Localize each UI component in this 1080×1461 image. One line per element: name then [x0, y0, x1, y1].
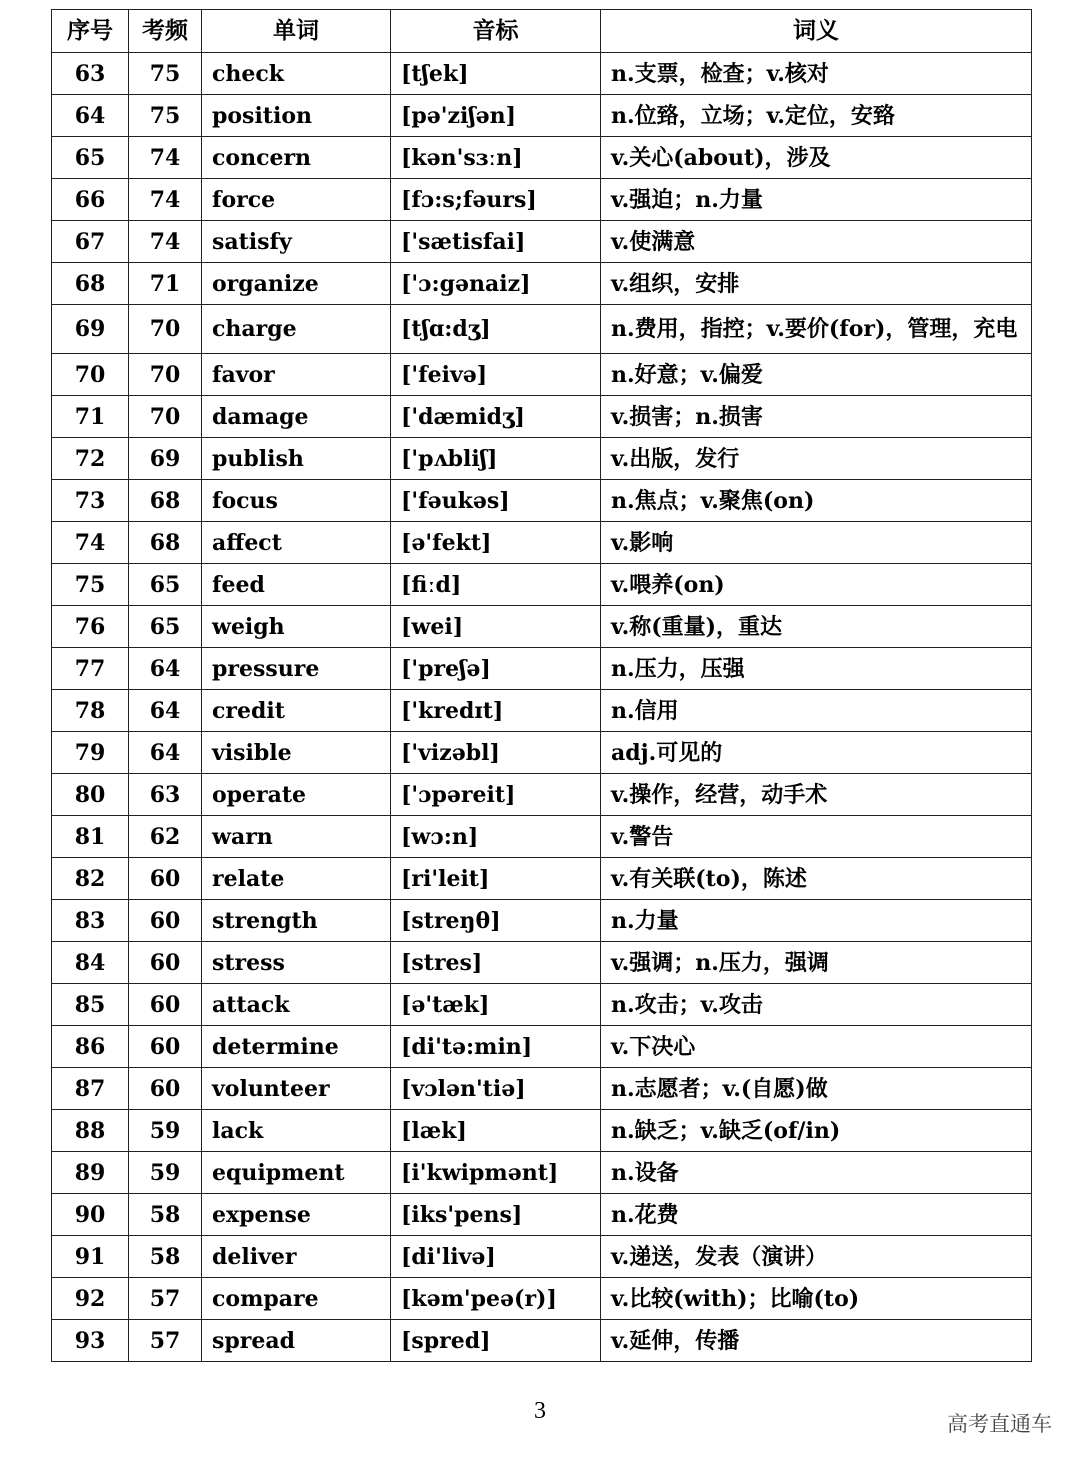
row-frequency: 75 [129, 53, 202, 95]
row-phonetic: [ə'fekt] [391, 522, 601, 564]
row-frequency: 64 [129, 648, 202, 690]
row-meaning: v.组织，安排 [601, 263, 1032, 305]
table-row [52, 648, 1032, 690]
row-phonetic: [fɔ:s;fəurs] [391, 179, 601, 221]
row-frequency: 74 [129, 137, 202, 179]
row-meaning: v.强迫；n.力量 [601, 179, 1032, 221]
row-index: 71 [52, 396, 129, 438]
row-meaning: v.操作，经营，动手术 [601, 774, 1032, 816]
row-meaning: v.出版，发行 [601, 438, 1032, 480]
row-index: 84 [52, 942, 129, 984]
table-row [52, 984, 1032, 1026]
row-phonetic: [di'livə] [391, 1236, 601, 1278]
row-meaning: v.强调；n.压力，强调 [601, 942, 1032, 984]
row-meaning: v.关心(about)，涉及 [601, 137, 1032, 179]
row-frequency: 65 [129, 564, 202, 606]
row-frequency: 58 [129, 1194, 202, 1236]
row-word: damage [202, 396, 391, 438]
row-phonetic: [wɔ:n] [391, 816, 601, 858]
row-frequency: 64 [129, 732, 202, 774]
row-word: expense [202, 1194, 391, 1236]
header-index: 序号 [52, 10, 129, 53]
row-index: 83 [52, 900, 129, 942]
row-frequency: 64 [129, 690, 202, 732]
row-word: spread [202, 1320, 391, 1362]
row-meaning: n.信用 [601, 690, 1032, 732]
row-index: 78 [52, 690, 129, 732]
row-word: feed [202, 564, 391, 606]
row-index: 76 [52, 606, 129, 648]
row-frequency: 74 [129, 179, 202, 221]
row-meaning: adj.可见的 [601, 732, 1032, 774]
table-row [52, 1278, 1032, 1320]
row-frequency: 59 [129, 1152, 202, 1194]
row-phonetic: ['fəukəs] [391, 480, 601, 522]
row-word: check [202, 53, 391, 95]
row-word: affect [202, 522, 391, 564]
row-meaning: n.缺乏；v.缺乏(of/in) [601, 1110, 1032, 1152]
row-word: charge [202, 305, 391, 354]
row-index: 65 [52, 137, 129, 179]
table-row [52, 1236, 1032, 1278]
row-frequency: 75 [129, 95, 202, 137]
header-word: 单词 [202, 10, 391, 53]
row-word: warn [202, 816, 391, 858]
row-frequency: 69 [129, 438, 202, 480]
header-phonetic: 音标 [391, 10, 601, 53]
row-phonetic: ['feivə] [391, 354, 601, 396]
row-word: concern [202, 137, 391, 179]
row-phonetic: [pə'ziʃən] [391, 95, 601, 137]
row-frequency: 59 [129, 1110, 202, 1152]
row-index: 69 [52, 305, 129, 354]
row-word: operate [202, 774, 391, 816]
table-row [52, 305, 1032, 354]
row-word: publish [202, 438, 391, 480]
row-meaning: v.影响 [601, 522, 1032, 564]
header-frequency: 考频 [129, 10, 202, 53]
row-meaning: v.递送，发表（演讲） [601, 1236, 1032, 1278]
row-meaning: v.延伸，传播 [601, 1320, 1032, 1362]
table-row [52, 95, 1032, 137]
row-meaning: v.比较(with)；比喻(to) [601, 1278, 1032, 1320]
row-index: 89 [52, 1152, 129, 1194]
row-index: 77 [52, 648, 129, 690]
row-word: determine [202, 1026, 391, 1068]
row-index: 82 [52, 858, 129, 900]
table-row [52, 137, 1032, 179]
row-frequency: 60 [129, 858, 202, 900]
row-meaning: v.喂养(on) [601, 564, 1032, 606]
table-row [52, 263, 1032, 305]
table-row [52, 1194, 1032, 1236]
row-phonetic: [fiːd] [391, 564, 601, 606]
row-index: 90 [52, 1194, 129, 1236]
row-frequency: 70 [129, 354, 202, 396]
row-phonetic: [vɔlən'tiə] [391, 1068, 601, 1110]
row-frequency: 60 [129, 1026, 202, 1068]
row-word: organize [202, 263, 391, 305]
table-row [52, 774, 1032, 816]
row-index: 64 [52, 95, 129, 137]
table-row [52, 438, 1032, 480]
row-phonetic: ['vizəbl] [391, 732, 601, 774]
row-word: attack [202, 984, 391, 1026]
row-index: 86 [52, 1026, 129, 1068]
row-index: 68 [52, 263, 129, 305]
row-frequency: 70 [129, 396, 202, 438]
row-index: 79 [52, 732, 129, 774]
row-phonetic: [wei] [391, 606, 601, 648]
row-word: strength [202, 900, 391, 942]
row-frequency: 68 [129, 480, 202, 522]
row-word: volunteer [202, 1068, 391, 1110]
row-meaning: v.损害；n.损害 [601, 396, 1032, 438]
table-row [52, 690, 1032, 732]
row-frequency: 60 [129, 1068, 202, 1110]
row-meaning: n.花费 [601, 1194, 1032, 1236]
row-meaning: n.攻击；v.攻击 [601, 984, 1032, 1026]
row-word: visible [202, 732, 391, 774]
row-word: force [202, 179, 391, 221]
row-frequency: 60 [129, 984, 202, 1026]
row-meaning: v.下决心 [601, 1026, 1032, 1068]
row-phonetic: ['kredɪt] [391, 690, 601, 732]
table-row [52, 900, 1032, 942]
row-phonetic: [kən'sɜːn] [391, 137, 601, 179]
row-meaning: v.使满意 [601, 221, 1032, 263]
row-phonetic: [di'tə:min] [391, 1026, 601, 1068]
row-meaning: v.称(重量)，重达 [601, 606, 1032, 648]
row-meaning: n.设备 [601, 1152, 1032, 1194]
row-frequency: 70 [129, 305, 202, 354]
row-index: 72 [52, 438, 129, 480]
row-index: 74 [52, 522, 129, 564]
table-row [52, 53, 1032, 95]
row-phonetic: [ri'leit] [391, 858, 601, 900]
row-phonetic: [i'kwipmənt] [391, 1152, 601, 1194]
row-word: position [202, 95, 391, 137]
row-phonetic: ['pʌbliʃ] [391, 438, 601, 480]
row-word: stress [202, 942, 391, 984]
row-meaning: n.费用，指控；v.要价(for)，管理，充电 [601, 305, 1032, 354]
row-index: 73 [52, 480, 129, 522]
row-word: favor [202, 354, 391, 396]
row-frequency: 68 [129, 522, 202, 564]
row-index: 91 [52, 1236, 129, 1278]
row-frequency: 57 [129, 1278, 202, 1320]
header-meaning: 词义 [601, 10, 1032, 53]
table-row [52, 480, 1032, 522]
row-frequency: 71 [129, 263, 202, 305]
row-phonetic: [stres] [391, 942, 601, 984]
table-row [52, 354, 1032, 396]
page-number: 3 [534, 1398, 546, 1424]
row-frequency: 63 [129, 774, 202, 816]
row-frequency: 62 [129, 816, 202, 858]
table-row [52, 1320, 1032, 1362]
row-index: 92 [52, 1278, 129, 1320]
table-row [52, 522, 1032, 564]
row-frequency: 57 [129, 1320, 202, 1362]
table-header-row [52, 10, 1032, 53]
row-word: focus [202, 480, 391, 522]
row-phonetic: [læk] [391, 1110, 601, 1152]
row-word: compare [202, 1278, 391, 1320]
row-phonetic: ['dæmidʒ] [391, 396, 601, 438]
row-phonetic: ['sætisfai] [391, 221, 601, 263]
row-index: 63 [52, 53, 129, 95]
row-index: 81 [52, 816, 129, 858]
row-index: 70 [52, 354, 129, 396]
row-phonetic: [tʃek] [391, 53, 601, 95]
table-row [52, 732, 1032, 774]
table-row [52, 942, 1032, 984]
row-meaning: n.压力，压强 [601, 648, 1032, 690]
table-row [52, 564, 1032, 606]
table-row [52, 1026, 1032, 1068]
row-meaning: n.焦点；v.聚焦(on) [601, 480, 1032, 522]
row-phonetic: [kəm'peə(r)] [391, 1278, 601, 1320]
row-frequency: 74 [129, 221, 202, 263]
row-word: satisfy [202, 221, 391, 263]
row-index: 67 [52, 221, 129, 263]
row-index: 85 [52, 984, 129, 1026]
row-meaning: n.志愿者；v.(自愿)做 [601, 1068, 1032, 1110]
table-row [52, 816, 1032, 858]
row-meaning: n.好意；v.偏爱 [601, 354, 1032, 396]
table-row [52, 179, 1032, 221]
row-phonetic: [tʃɑ:dʒ] [391, 305, 601, 354]
table-row [52, 606, 1032, 648]
row-meaning: n.位臵，立场；v.定位，安臵 [601, 95, 1032, 137]
row-phonetic: ['ɔpəreit] [391, 774, 601, 816]
row-index: 80 [52, 774, 129, 816]
row-phonetic: [ə'tæk] [391, 984, 601, 1026]
table-row [52, 1110, 1032, 1152]
row-word: credit [202, 690, 391, 732]
row-meaning: v.警告 [601, 816, 1032, 858]
row-index: 87 [52, 1068, 129, 1110]
row-index: 88 [52, 1110, 129, 1152]
table-row [52, 858, 1032, 900]
row-meaning: n.支票，检查；v.核对 [601, 53, 1032, 95]
row-word: deliver [202, 1236, 391, 1278]
row-word: relate [202, 858, 391, 900]
row-meaning: n.力量 [601, 900, 1032, 942]
row-index: 75 [52, 564, 129, 606]
row-word: lack [202, 1110, 391, 1152]
row-frequency: 58 [129, 1236, 202, 1278]
vocabulary-table [51, 9, 1032, 1362]
table-row [52, 221, 1032, 263]
table-row [52, 1152, 1032, 1194]
row-word: equipment [202, 1152, 391, 1194]
row-frequency: 60 [129, 900, 202, 942]
row-index: 66 [52, 179, 129, 221]
row-frequency: 65 [129, 606, 202, 648]
row-index: 93 [52, 1320, 129, 1362]
row-phonetic: ['ɔ:gənaiz] [391, 263, 601, 305]
row-phonetic: [iks'pens] [391, 1194, 601, 1236]
row-phonetic: [spred] [391, 1320, 601, 1362]
table-row [52, 1068, 1032, 1110]
row-phonetic: [streŋθ] [391, 900, 601, 942]
watermark: 高考直通车 [947, 1412, 1052, 1436]
row-frequency: 60 [129, 942, 202, 984]
row-meaning: v.有关联(to)，陈述 [601, 858, 1032, 900]
table-row [52, 396, 1032, 438]
row-word: weigh [202, 606, 391, 648]
row-phonetic: ['preʃə] [391, 648, 601, 690]
row-word: pressure [202, 648, 391, 690]
